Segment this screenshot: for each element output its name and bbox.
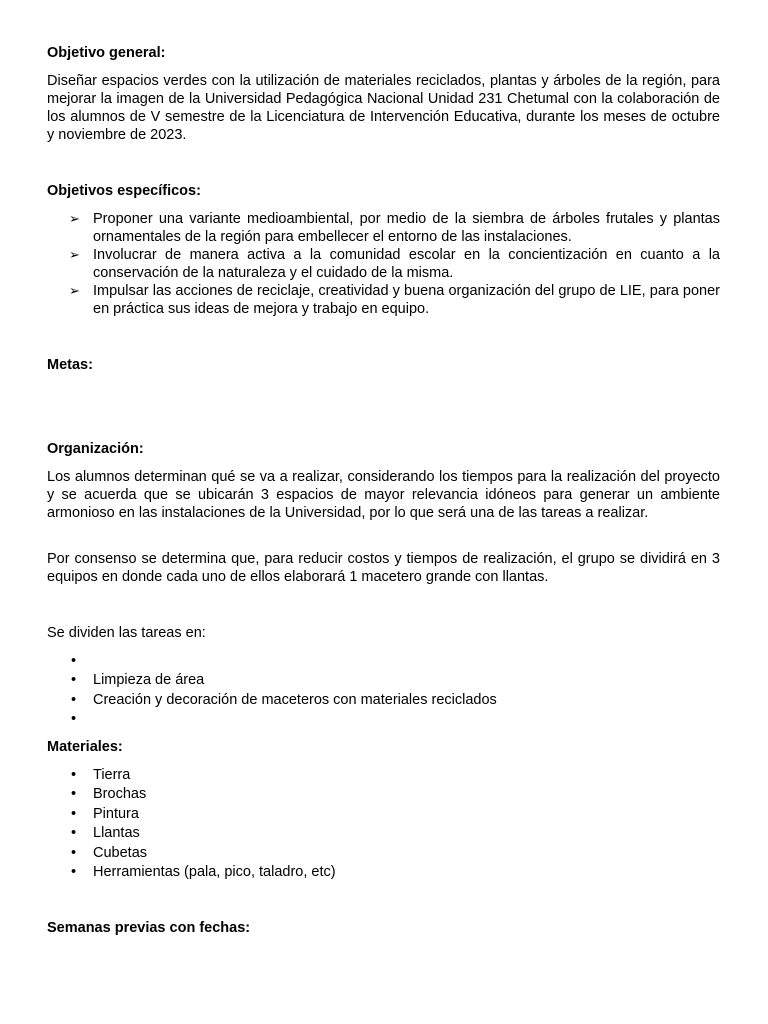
semanas-heading: Semanas previas con fechas:: [47, 920, 251, 936]
bullet-icon: •: [71, 672, 77, 689]
objetivo-general-heading: Objetivo general:: [47, 45, 166, 61]
list-item: [47, 766, 720, 785]
bullet-icon: •: [71, 863, 77, 880]
list-item-text: Involucrar de manera activa a la comunidad escolar en la concientización en cuanto a la conservación de la naturaleza y el cuidado de la misma.: [93, 247, 720, 281]
list-item: [47, 710, 720, 729]
arrow-bullet-icon: ➢: [69, 211, 80, 226]
bullet-icon: •: [71, 653, 77, 669]
list-item: [47, 652, 720, 671]
bullet-icon: •: [71, 805, 77, 822]
list-item-text: Limpieza de área: [93, 672, 205, 689]
bullet-icon: •: [71, 825, 77, 842]
tareas-intro: Se dividen las tareas en:: [47, 625, 206, 641]
list-item-text: Herramientas (pala, pico, taladro, etc): [93, 863, 336, 880]
list-item-text: Llantas: [93, 825, 140, 842]
materiales-heading: Materiales:: [47, 739, 123, 755]
list-item: [47, 844, 720, 863]
list-item: [47, 805, 720, 824]
list-item-text: Pintura: [93, 805, 139, 822]
organizacion-paragraph-2: Por consenso se determina que, para reducir costos y tiempos de realización, el grupo se dividirá en 3 equipos en donde cada uno de ellos elaborará 1 macetero grande con llantas.: [47, 551, 720, 585]
list-item-text: Proponer una variante medioambiental, por medio de la siembra de árboles frutales y plantas ornamentales de la región para embellecer el entorno de las instalaciones.: [93, 211, 720, 245]
list-item: [47, 863, 720, 882]
list-item: [47, 210, 720, 246]
metas-heading: Metas:: [47, 357, 93, 373]
bullet-icon: •: [71, 767, 77, 783]
bullet-icon: •: [71, 786, 77, 803]
list-item: [47, 246, 720, 282]
objetivos-especificos-list: [47, 210, 720, 318]
tareas-list: [47, 652, 720, 730]
list-item: [47, 282, 720, 318]
list-item: [47, 824, 720, 843]
list-item-text: Tierra: [93, 767, 131, 783]
materiales-list: [47, 766, 720, 882]
arrow-bullet-icon: ➢: [69, 247, 80, 262]
objetivos-especificos-heading: Objetivos específicos:: [47, 183, 201, 199]
list-item-text: Cubetas: [93, 844, 148, 861]
objetivo-general-text: Diseñar espacios verdes con la utilización de materiales reciclados, plantas y árboles de la región, para mejorar la imagen de la Universidad Pedagógica Nacional Unidad 231 Chetumal con la colaboración de los alumnos de V semestre de la Licenciatura de Intervención Educativa, durante los meses de octubre y noviembre de 2023.: [47, 73, 720, 143]
bullet-icon: •: [71, 711, 77, 728]
bullet-icon: •: [71, 691, 77, 708]
list-item: [47, 785, 720, 804]
bullet-icon: •: [71, 844, 77, 861]
list-item-text: Creación y decoración de maceteros con materiales reciclados: [93, 691, 497, 708]
list-item-text: Brochas: [93, 786, 147, 803]
organizacion-paragraph-1: Los alumnos determinan qué se va a realizar, considerando los tiempos para la realización del proyecto y se acuerda que se ubicarán 3 espacios de mayor relevancia idóneos para generar un ambiente armonioso en las instalaciones de la Universidad, por lo que será una de las tareas a realizar.: [47, 469, 720, 521]
list-item: [47, 671, 720, 690]
organizacion-heading: Organización:: [47, 441, 144, 457]
list-item-text: Impulsar las acciones de reciclaje, creatividad y buena organización del grupo de LIE, para poner en práctica sus ideas de mejora y trabajo en equipo.: [93, 283, 720, 317]
list-item: [47, 691, 720, 710]
arrow-bullet-icon: ➢: [69, 283, 80, 298]
